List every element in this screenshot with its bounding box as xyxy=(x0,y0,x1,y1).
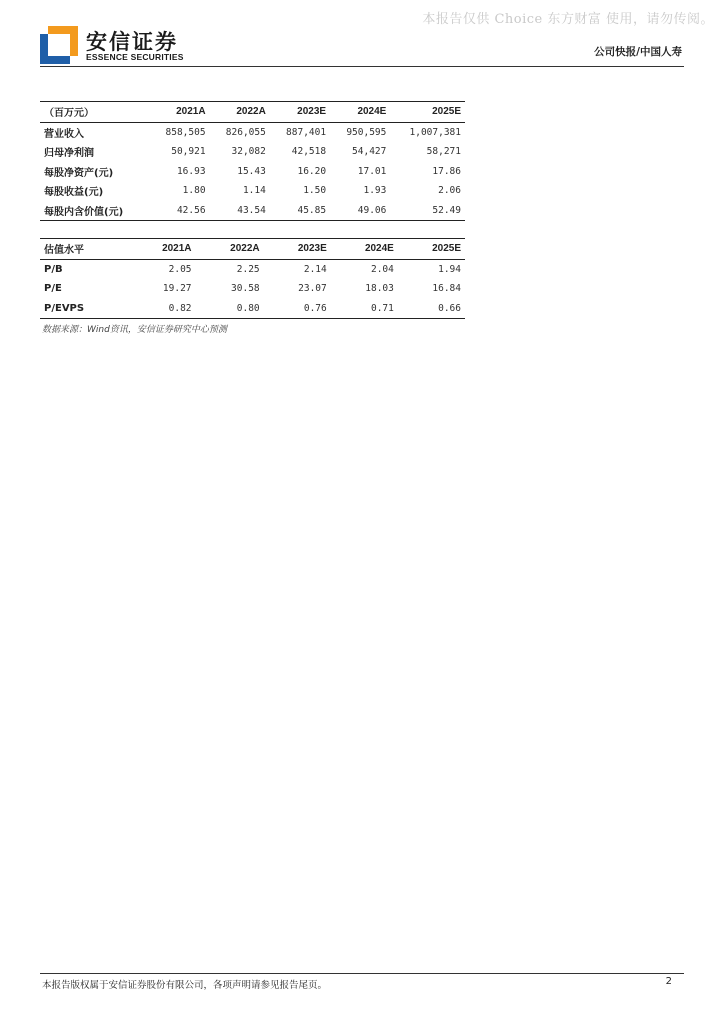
table-header-cell: 2022A xyxy=(236,106,266,118)
table-header-cell: 2021A xyxy=(162,243,192,255)
table-cell: 2.04 xyxy=(370,263,394,275)
row-label: 归母净利润 xyxy=(44,148,94,160)
table-cell: 30.58 xyxy=(231,283,260,295)
row-label: 营业收入 xyxy=(44,128,84,140)
logo-name-cn: 安信证券 xyxy=(86,30,178,54)
table-cell: 1.80 xyxy=(182,185,206,197)
table-cell: 16.84 xyxy=(432,283,461,295)
row-label: P/E xyxy=(44,283,62,295)
table-header-cell: 估值水平 xyxy=(44,245,84,257)
table-cell: 17.01 xyxy=(357,165,387,177)
table-cell: 16.93 xyxy=(176,165,206,177)
table-header-row xyxy=(40,239,465,260)
table-header-cell: （百万元） xyxy=(44,108,94,120)
table-cell: 15.43 xyxy=(237,165,266,177)
table-cell: 43.54 xyxy=(237,204,266,216)
table-cell: 42,518 xyxy=(291,146,327,158)
table-cell: 2.05 xyxy=(168,263,192,275)
table-cell: 58,271 xyxy=(426,146,461,158)
logo-icon xyxy=(40,26,78,64)
table-cell: 45.85 xyxy=(297,204,327,216)
table-cell: 18.03 xyxy=(365,283,394,295)
table-cell: 2.14 xyxy=(303,263,327,275)
table-cell: 42.56 xyxy=(176,204,206,216)
row-label: P/EVPS xyxy=(44,302,85,314)
table-cell: 1.94 xyxy=(438,263,461,275)
financial-forecast-table xyxy=(40,101,465,221)
table-cell: 1.50 xyxy=(303,185,327,197)
table-header-cell: 2025E xyxy=(432,106,461,118)
table-header-cell: 2021A xyxy=(176,106,206,118)
table-cell: 0.76 xyxy=(303,302,327,314)
table-cell: 0.71 xyxy=(370,302,394,314)
table-header-row xyxy=(40,102,465,123)
table-cell: 49.06 xyxy=(357,204,387,216)
table-cell: 858,505 xyxy=(165,126,206,138)
table-cell: 950,595 xyxy=(346,126,387,138)
table-header-cell: 2025E xyxy=(432,243,461,255)
footer-divider xyxy=(40,973,684,974)
watermark-text: 本报告仅供 Choice 东方财富 使用，请勿传阅。 xyxy=(422,12,714,27)
table-cell: 826,055 xyxy=(225,126,266,138)
table-cell: 1,007,381 xyxy=(409,126,461,138)
table-row xyxy=(40,201,465,221)
essence-securities-logo xyxy=(40,26,210,66)
table-cell: 2.06 xyxy=(438,185,461,197)
valuation-table xyxy=(40,238,465,319)
table-cell: 0.80 xyxy=(236,302,260,314)
table-row xyxy=(40,181,465,201)
table-cell: 0.66 xyxy=(438,302,461,314)
breadcrumb: 公司快报/中国人寿 xyxy=(594,46,682,58)
page-number: 2 xyxy=(665,976,672,987)
table-row xyxy=(40,259,465,279)
table-cell: 17.86 xyxy=(432,165,461,177)
table-cell: 52.49 xyxy=(432,204,461,216)
table-cell: 2.25 xyxy=(236,263,260,275)
table-cell: 50,921 xyxy=(171,146,206,158)
table-row xyxy=(40,122,465,142)
table-cell: 23.07 xyxy=(298,283,327,295)
table-row xyxy=(40,142,465,162)
footer-disclaimer: 本报告版权属于安信证券股份有限公司，各项声明请参见报告尾页。 xyxy=(42,980,328,991)
table-cell: 54,427 xyxy=(352,146,387,158)
table-row xyxy=(40,162,465,182)
table-row xyxy=(40,299,465,319)
logo-name-en: ESSENCE SECURITIES xyxy=(86,52,184,62)
table-header-cell: 2022A xyxy=(230,243,260,255)
table-cell: 0.82 xyxy=(168,302,192,314)
table-cell: 887,401 xyxy=(286,126,327,138)
table-cell: 1.93 xyxy=(363,185,387,197)
table-header-cell: 2024E xyxy=(364,243,394,255)
header-divider xyxy=(40,66,684,67)
row-label: 每股净资产(元) xyxy=(44,167,114,179)
table-cell: 32,082 xyxy=(231,146,266,158)
table-header-cell: 2023E xyxy=(297,106,327,118)
row-label: P/B xyxy=(44,263,63,275)
table-header-cell: 2023E xyxy=(297,243,327,255)
table-cell: 16.20 xyxy=(297,165,327,177)
table-header-cell: 2024E xyxy=(357,106,387,118)
table-cell: 19.27 xyxy=(162,283,192,295)
row-label: 每股收益(元) xyxy=(44,187,104,199)
data-source-note: 数据来源：Wind资讯，安信证券研究中心预测 xyxy=(42,325,227,335)
row-label: 每股内含价值(元) xyxy=(44,206,124,218)
table-row xyxy=(40,279,465,299)
table-cell: 1.14 xyxy=(242,185,266,197)
